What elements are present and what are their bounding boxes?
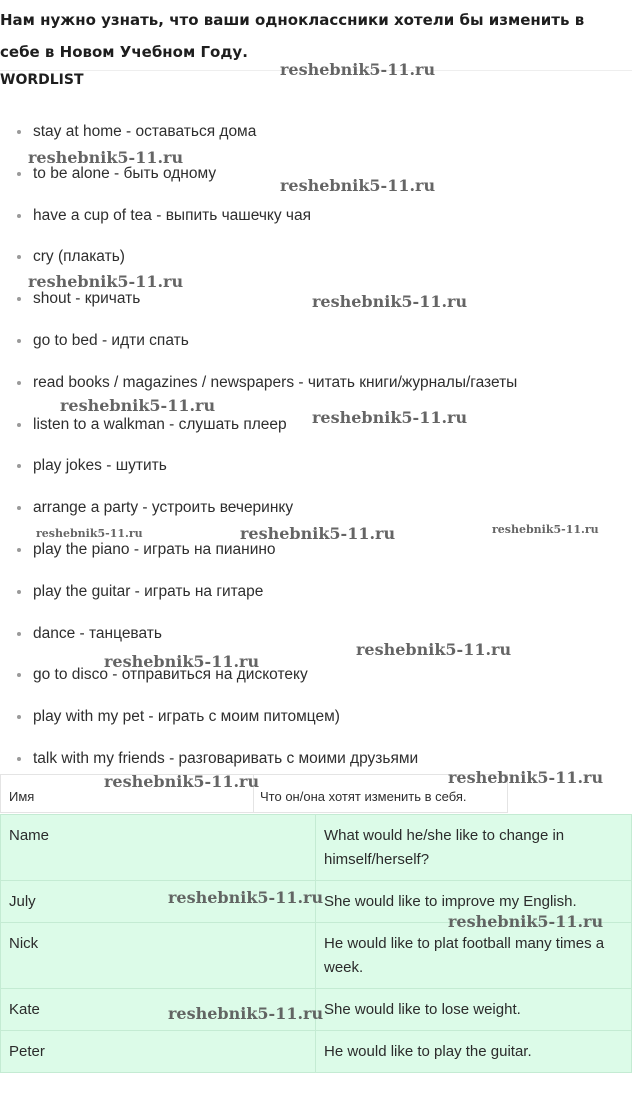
cell-text: He would like to plat football many times a week. <box>316 923 632 989</box>
wordlist-title: WORDLIST <box>0 72 84 88</box>
table-row <box>1 989 632 1031</box>
watermark: reshebnik5-11.ru <box>448 768 604 787</box>
list-item: to be alone - быть одному <box>0 153 632 195</box>
table-header <box>0 774 632 814</box>
list-item: stay at home - оставаться дома <box>0 111 632 153</box>
table-row <box>1 923 632 989</box>
watermark: reshebnik5-11.ru <box>60 396 216 415</box>
cell-name: Name <box>1 815 316 881</box>
header-change: Что он/она хотят изменить в себя. <box>254 774 508 813</box>
watermark: reshebnik5-11.ru <box>312 408 468 427</box>
watermark: reshebnik5-11.ru <box>28 272 184 291</box>
cell-name: Peter <box>1 1031 316 1073</box>
watermark: reshebnik5-11.ru <box>28 148 184 167</box>
list-item: go to bed - идти спать <box>0 320 632 362</box>
watermark: reshebnik5-11.ru <box>448 912 604 931</box>
list-item: shout - кричать <box>0 278 632 320</box>
table-row <box>1 815 632 881</box>
list-item: talk with my friends - разговаривать с моими друзьями <box>0 738 632 780</box>
list-item: listen to a walkman - слушать плеер <box>0 404 632 446</box>
list-item: play jokes - шутить <box>0 445 632 487</box>
watermark: reshebnik5-11.ru <box>168 888 324 907</box>
watermark: reshebnik5-11.ru <box>104 772 260 791</box>
watermark: reshebnik5-11.ru <box>36 527 143 540</box>
list-item: play the guitar - играть на гитаре <box>0 571 632 613</box>
list-item: arrange a party - устроить вечеринку <box>0 487 632 529</box>
intro-text: Нам нужно узнать, что ваши одноклассники хотели бы изменить в себе в Новом Учебном Году. <box>0 11 585 61</box>
watermark: reshebnik5-11.ru <box>280 60 436 79</box>
watermark: reshebnik5-11.ru <box>492 523 599 536</box>
list-item: go to disco - отправиться на дискотеку <box>0 654 632 696</box>
wordlist <box>0 111 632 780</box>
watermark: reshebnik5-11.ru <box>168 1004 324 1023</box>
cell-text: She would like to lose weight. <box>316 989 632 1031</box>
cell-text: What would he/she like to change in himself/herself? <box>316 815 632 881</box>
list-item: cry (плакать) <box>0 236 632 278</box>
table-row <box>1 881 632 923</box>
table-row <box>1 1031 632 1073</box>
answers-table <box>0 814 632 1073</box>
watermark: reshebnik5-11.ru <box>280 176 436 195</box>
watermark: reshebnik5-11.ru <box>356 640 512 659</box>
cell-name: July <box>1 881 316 923</box>
cell-name: Nick <box>1 923 316 989</box>
list-item: have a cup of tea - выпить чашечку чая <box>0 195 632 237</box>
watermark: reshebnik5-11.ru <box>104 652 260 671</box>
list-item: play the piano - играть на пианино <box>0 529 632 571</box>
list-item: dance - танцевать <box>0 613 632 655</box>
header-name: Имя <box>0 774 254 813</box>
list-item: play with my pet - играть с моим питомцем) <box>0 696 632 738</box>
cell-name: Kate <box>1 989 316 1031</box>
cell-text: She would like to improve my English. <box>316 881 632 923</box>
watermark: reshebnik5-11.ru <box>312 292 468 311</box>
cell-text: He would like to play the guitar. <box>316 1031 632 1073</box>
divider <box>0 70 632 71</box>
watermark: reshebnik5-11.ru <box>240 524 396 543</box>
list-item: read books / magazines / newspapers - читать книги/журналы/газеты <box>0 362 632 404</box>
